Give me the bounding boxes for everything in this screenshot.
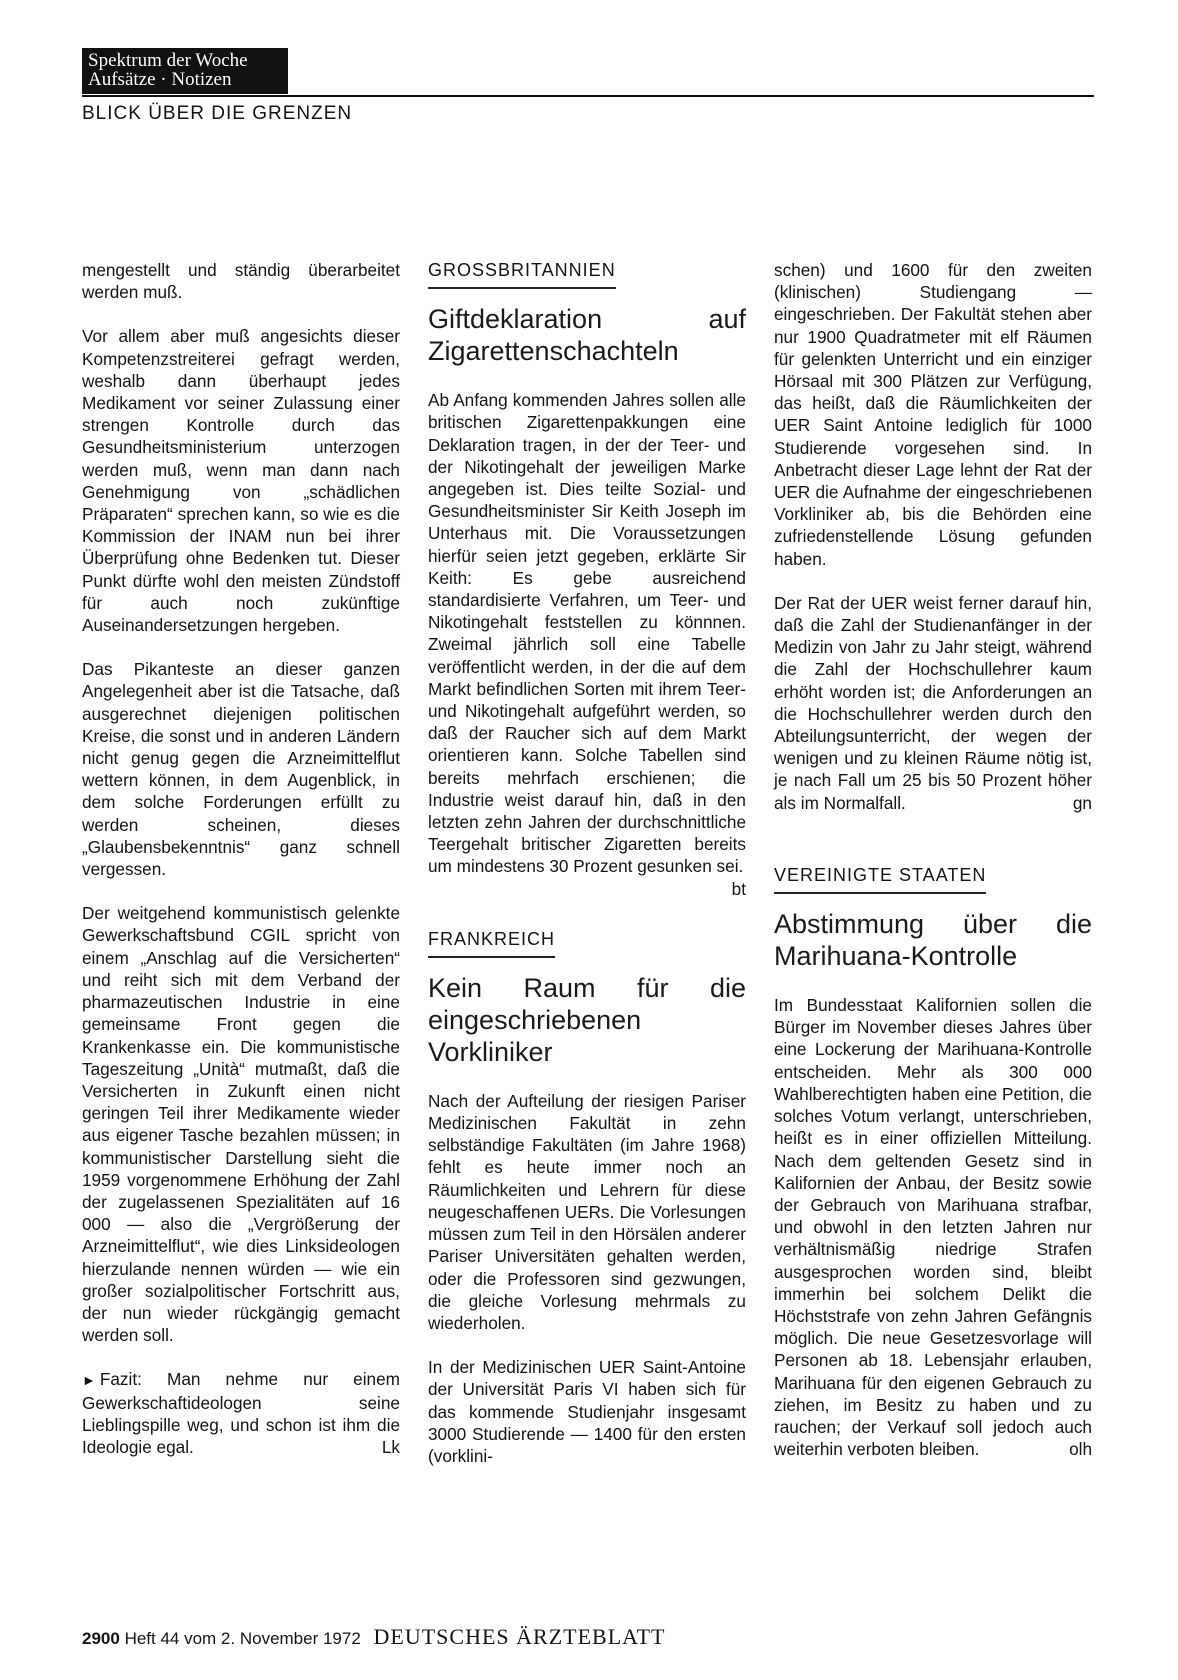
column-3: [774, 259, 1092, 1482]
journal-name: DEUTSCHES ÄRZTEBLATT: [373, 1624, 666, 1649]
masthead-rule: [82, 95, 1094, 97]
paragraph: [428, 389, 746, 899]
country-kicker: VEREINIGTE STAATEN: [774, 864, 986, 894]
fazit-paragraph: [82, 1368, 400, 1458]
page-footer: [82, 1624, 665, 1650]
arrow-right-icon: ►: [82, 1372, 96, 1389]
masthead-box: [82, 48, 288, 94]
paragraph-text: Ab Anfang kommenden Jahres sollen alle britischen Zigarettenpakkungen eine Deklaration tragen, in der der Teer- und der Nikotingehalt der jeweiligen Marke angegeben ist. Dies teilte Sozial- und Gesundheitsminister Sir Keith Joseph im Unterhaus mit. Die Voraussetzungen hierfür seien jetzt gegeben, erklärte Sir Keith: Es gebe ausreichend standardisierte Verfahren, um Teer- und Nikotingehalt feststellen zu könnnen. Zweimal jährlich soll eine Tabelle veröffentlicht werden, in der die auf dem Markt befindlichen Sorten mit ihrem Teer- und Nikotingehalt aufgeführt werden, so daß der Raucher sich auf dem Markt orientieren kann. Solche Tabellen sind bereits mehrfach erschienen; die Industrie weist darauf hin, daß in den letzten zehn Jahren der durchschnittliche Teergehalt britischer Zigaretten bereits um mindestens 30 Prozent gesunken sei.: [428, 390, 746, 877]
paragraph: Vor allem aber muß angesichts dieser Kompetenzstreiterei gefragt werden, weshalb dann überhaupt jedes Medikament vor seiner Zulassung einer strengen Kontrolle durch das Gesundheitsministerium unterzogen werden muß, wenn man dann nach Genehmigung von „schädlichen Präparaten“ sprechen kann, so wie es die Kommission der INAM nun bei ihrer Überprüfung ohne Bedenken tut. Dieser Punkt dürfte wohl den meisten Zündstoff für auch noch zukünftige Auseinandersetzungen hergeben.: [82, 326, 400, 636]
paragraph: [774, 994, 1092, 1460]
page-number: 2900: [82, 1629, 120, 1648]
paragraph: Das Pikanteste an dieser ganzen Angelegenheit aber ist die Tatsache, daß ausgerechnet diejenigen politischen Kreise, die sonst und in anderen Ländern nicht genug gegen die Arzneimittelflut wettern können, in dem Augenblick, in dem solche Forderungen erfüllt zu werden scheinen, dieses „Glaubensbekenntnis“ ganz schnell vergessen.: [82, 659, 400, 880]
author-signature: gn: [1072, 792, 1092, 813]
paragraph-text: Im Bundesstaat Kalifornien sollen die Bürger im November dieses Jahres über eine Lockerung der Marihuana-Kontrolle entscheiden. Mehr als 300 000 Wahlberechtigten haben eine Petition, die solches Votum verlangt, unterschrieben, heißt es in einer offiziellen Mitteilung. Nach dem geltenden Gesetz sind in Kalifornien der Anbau, der Besitz sowie der Gebrauch von Marihuana strafbar, und obwohl in den letzten Jahren nur verhältnismäßig niedrige Strafen ausgesprochen worden sind, bleibt immerhin bei solchem Delikt die Höchststrafe von zehn Jahren Gefängnis möglich. Die neue Gesetzesvorlage will Personen ab 18. Lebensjahr erlauben, Marihuana für den eigenen Gebrauch zu ziehen, im Besitz zu haben und zu rauchen; der Verkauf soll jedoch auch weiterhin verboten bleiben.: [774, 995, 1092, 1460]
country-kicker: GROSSBRITANNIEN: [428, 259, 616, 289]
article-headline: Kein Raum für die eingeschriebenen Vorkliniker: [428, 972, 746, 1067]
masthead-line-1: Spektrum der Woche: [88, 50, 248, 71]
article-headline: Giftdeklaration auf Zigarettenschachteln: [428, 304, 746, 367]
masthead-line-2: Aufsätze · Notizen: [88, 69, 232, 90]
paragraph-text: Der Rat der UER weist ferner darauf hin, daß die Zahl der Studienanfänger in der Medizin von Jahr zu Jahr steigt, während die Zahl der Hochschullehrer kaum erhöht worden ist; die Anforderungen an die Hochschullehrer werden durch den Abteilungsunterricht, der wegen der wenigen und zu kleinen Räume nötig ist, je nach Fall um 25 bis 50 Prozent höher als im Normalfall.: [774, 592, 1092, 813]
column-1: [82, 259, 400, 1480]
author-signature: olh: [1069, 1439, 1092, 1460]
paragraph: [774, 592, 1092, 814]
fazit-text: Fazit: Man nehme nur einem Gewerkschaftideologen seine Lieblingspille weg, und schon ist ihm die Ideologie egal.: [82, 1369, 400, 1457]
author-signature: Lk: [381, 1436, 400, 1457]
paragraph: Der weitgehend kommunistisch gelenkte Gewerkschaftsbund CGIL spricht von einem „Anschlag auf die Versicherten“ und reiht sich mit dem Verband der pharmazeutischen Industrie in eine gemeinsame Front gegen die Krankenkasse ein. Die kommunistische Tageszeitung „Unità“ mutmaßt, daß die Versicherten in Zukunft einen nicht geringen Teil ihrer Medikamente wieder aus eigener Tasche bezahlen müssen; in kommunistischer Darstellung sieht die 1959 vorgenommene Erhöhung der Zahl der zugelassenen Spezialitäten auf 16 000 — also die „Vergrößerung der Arzneimittelflut“, wie dies Linksideologen hierzulande nennen würden — wie ein großer sozialpolitischer Fortschritt aus, der nun wieder rückgängig gemacht werden soll.: [82, 903, 400, 1346]
paragraph: mengestellt und ständig überarbeitet werden muß.: [82, 260, 400, 303]
paragraph: Nach der Aufteilung der riesigen Pariser Medizinischen Fakultät in zehn selbständige Fakultäten (im Jahre 1968) fehlt es heute immer noch an Räumlichkeiten und Lehrern für diese neugeschaffenen UERs. Die Vorlesungen müssen zum Teil in den Hörsälen anderer Pariser Universitäten gehalten werden, oder die Professoren sind gezwungen, die gleiche Vorlesung mehrmals zu wiederholen.: [428, 1090, 746, 1333]
column-2: [428, 259, 746, 1489]
author-signature: bt: [731, 878, 746, 899]
paragraph: schen) und 1600 für den zweiten (klinischen) Studiengang — eingeschrieben. Der Fakultät stehen aber nur 1900 Quadratmeter mit elf Räumen für gelenkten Unterricht und ein einziger Hörsaal mit 300 Plätzen zur Verfügung, das heißt, daß die Räumlichkeiten der UER Saint Antoine lediglich für 1000 Studierende vorgesehen sind. In Anbetracht dieser Lage lehnt der Rat der UER die Aufnahme der eingeschriebenen Vorkliniker ab, bis die Behörden eine zufriedenstellende Lösung gefunden haben.: [774, 260, 1092, 569]
issue-info: Heft 44 vom 2. November 1972: [124, 1629, 361, 1648]
paragraph: In der Medizinischen UER Saint-Antoine der Universität Paris VI haben sich für das kommende Studienjahr insgesamt 3000 Studierende — 1400 für den ersten (vorklini-: [428, 1357, 746, 1466]
article-headline: Abstimmung über die Marihuana-Kontrolle: [774, 909, 1092, 972]
country-kicker: FRANKREICH: [428, 928, 555, 958]
section-title: BLICK ÜBER DIE GRENZEN: [82, 103, 353, 124]
